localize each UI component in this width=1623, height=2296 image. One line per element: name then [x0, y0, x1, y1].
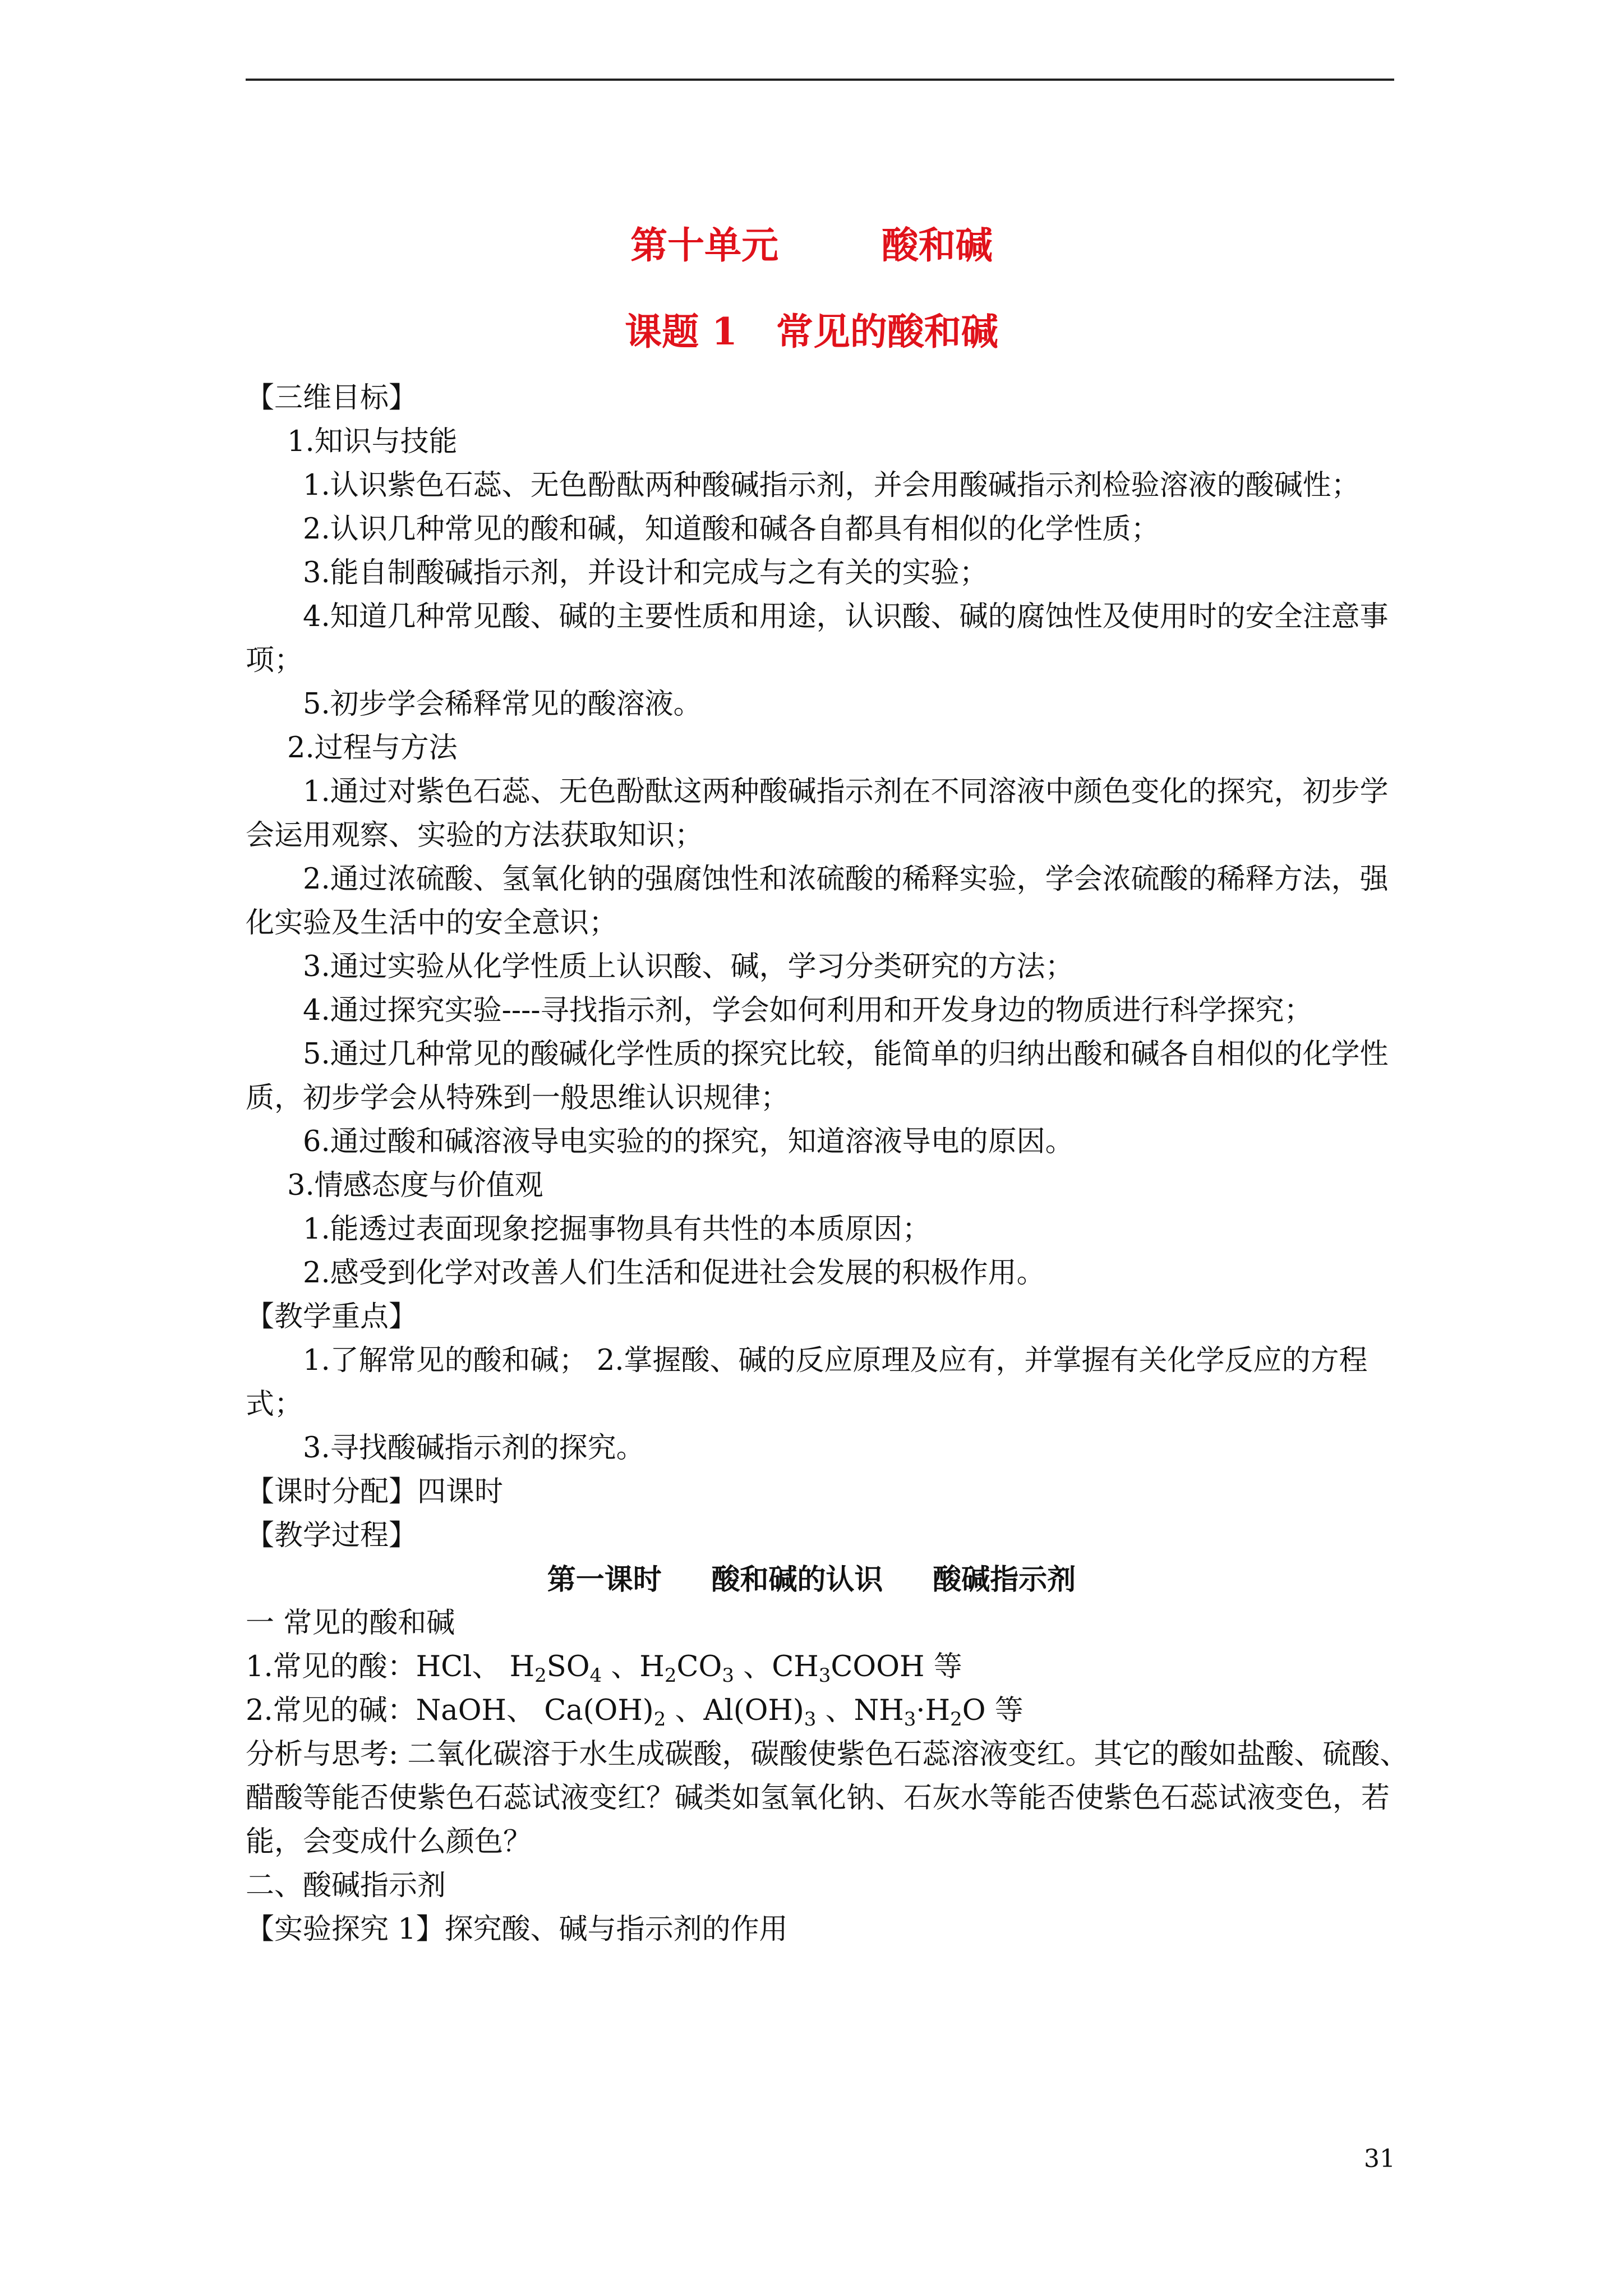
goal-item: 3.通过实验从化学性质上认识酸、碱，学习分类研究的方法； — [303, 950, 1074, 983]
section1-heading: 一 常见的酸和碱 — [246, 1607, 455, 1640]
lesson1-title: 第一课时 酸和碱的认识 酸碱指示剂 — [547, 1563, 1076, 1596]
goal-item: 4.知道几种常见酸、碱的主要性质和用途，认识酸、碱的腐蚀性及使用时的安全注意事 — [303, 600, 1389, 633]
goal-item: 3.能自制酸碱指示剂，并设计和完成与之有关的实验； — [303, 556, 988, 590]
focus-item-cont: 式； — [246, 1388, 303, 1421]
goal-item: 4.通过探究实验----寻找指示剂，学会如何利用和开发身边的物质进行科学探究； — [303, 994, 1313, 1027]
lesson-title: 课题 1 常见的酸和碱 — [625, 310, 998, 353]
analysis-line: 能，会变成什么颜色？ — [246, 1825, 532, 1858]
analysis-line: 分析与思考: 二氧化碳溶于水生成碳酸，碳酸使紫色石蕊溶液变红。其它的酸如盐酸、硫酸、 — [246, 1738, 1409, 1771]
process-title: 2.过程与方法 — [287, 731, 458, 765]
section2-heading: 二、酸碱指示剂 — [246, 1869, 446, 1902]
focus-heading: 【教学重点】 — [246, 1300, 418, 1333]
goal-item: 1.通过对紫色石蕊、无色酚酞这两种酸碱指示剂在不同溶液中颜色变化的探究，初步学 — [303, 775, 1389, 808]
schedule: 【课时分配】四课时 — [246, 1475, 504, 1508]
acids-line: 1.常见的酸：HCl、 $H_2SO_4$ 、$H_2CO_3$ 、$CH_3COOH$ 等 — [246, 1650, 962, 1687]
goal-item: 5.通过几种常见的酸碱化学性质的探究比较，能简单的归纳出酸和碱各自相似的化学性 — [303, 1038, 1389, 1071]
goal-item-cont: 项； — [246, 644, 303, 677]
focus-item: 1.了解常见的酸和碱； 2.掌握酸、碱的反应原理及应有，并掌握有关化学反应的方程 — [303, 1344, 1368, 1377]
goal-item-cont: 化实验及生活中的安全意识； — [246, 907, 618, 940]
goal-item-cont: 会运用观察、实验的方法获取知识； — [246, 819, 704, 852]
goal-item: 2.认识几种常见的酸和碱，知道酸和碱各自都具有相似的化学性质； — [303, 513, 1160, 546]
goal-item: 6.通过酸和碱溶液导电实验的的探究，知道溶液导电的原因。 — [303, 1125, 1074, 1158]
bases-line: 2.常见的碱：NaOH、 $Ca(OH)_2$ 、$Al(OH)_3$ 、$NH_3\cdot H_2O$ 等 — [246, 1694, 1023, 1731]
focus-item: 3.寻找酸碱指示剂的探究。 — [303, 1432, 645, 1465]
unit-title: 第十单元 酸和碱 — [630, 223, 993, 267]
goal-item: 1.认识紫色石蕊、无色酚酞两种酸碱指示剂，并会用酸碱指示剂检验溶液的酸碱性； — [303, 469, 1360, 502]
header-rule — [246, 79, 1394, 81]
process-heading: 【教学过程】 — [246, 1519, 418, 1552]
goal-item: 1.能透过表面现象挖掘事物具有共性的本质原因； — [303, 1213, 931, 1246]
goal-item: 5.初步学会稀释常见的酸溶液。 — [303, 688, 702, 721]
goal-item-cont: 质，初步学会从特殊到一般思维认识规律； — [246, 1082, 790, 1115]
analysis-line: 醋酸等能否使紫色石蕊试液变红？碱类如氢氧化钠、石灰水等能否使紫色石蕊试液变色，若 — [246, 1782, 1390, 1815]
goals-heading: 【三维目标】 — [246, 381, 418, 415]
page-number: 31 — [1364, 2145, 1395, 2173]
emotion-title: 3.情感态度与价值观 — [287, 1169, 543, 1202]
knowledge-title: 1.知识与技能 — [287, 425, 458, 458]
experiment-heading: 【实验探究 1】探究酸、碱与指示剂的作用 — [246, 1913, 788, 1946]
goal-item: 2.通过浓硫酸、氢氧化钠的强腐蚀性和浓硫酸的稀释实验，学会浓硫酸的稀释方法，强 — [303, 863, 1389, 896]
goal-item: 2.感受到化学对改善人们生活和促进社会发展的积极作用。 — [303, 1257, 1045, 1290]
